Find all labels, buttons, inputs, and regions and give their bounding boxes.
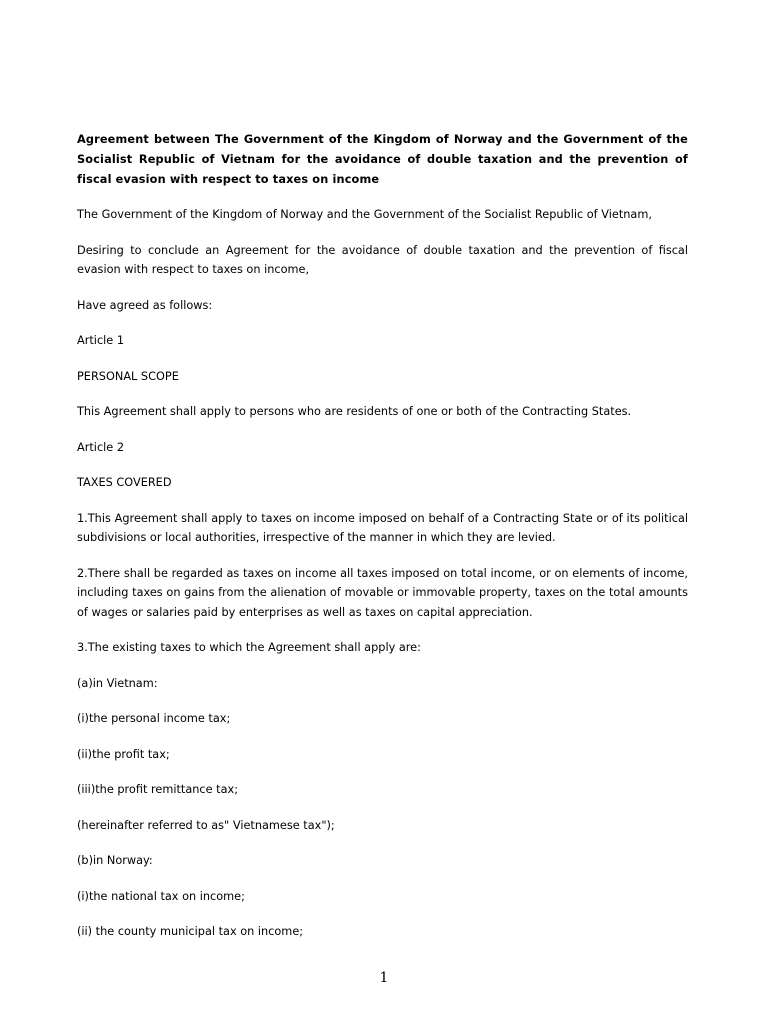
list-item-vn-profit-tax: (ii)the profit tax; <box>77 747 170 761</box>
list-item-vietnam: (a)in Vietnam: <box>77 676 158 690</box>
list-item-no-national-tax: (i)the national tax on income; <box>77 889 245 903</box>
article-2-para-1: 1.This Agreement shall apply to taxes on income imposed on behalf of a Contracting State or of its political subdivisions or local authorities, irrespective of the manner in which they are levied. <box>77 511 688 544</box>
list-item-norway: (b)in Norway: <box>77 854 153 867</box>
article-1-text: This Agreement shall apply to persons who are residents of one or both of the Contracting States. <box>77 405 632 418</box>
article-1-heading: Article 1 <box>77 334 125 347</box>
page-number: 1 <box>379 970 389 986</box>
list-item-vn-profit-remittance-tax: (iii)the profit remittance tax; <box>77 783 239 796</box>
list-item-vn-personal-income-tax: (i)the personal income tax; <box>77 712 231 725</box>
preamble-parties: The Government of the Kingdom of Norway and the Government of the Socialist Republic of Vietnam, <box>77 208 652 221</box>
article-1-title: PERSONAL SCOPE <box>77 369 179 383</box>
list-item-no-county-tax: (ii) the county municipal tax on income; <box>77 925 304 938</box>
list-item-vn-hereinafter: (hereinafter referred to as" Vietnamese tax"); <box>77 818 335 832</box>
preamble-desiring: Desiring to conclude an Agreement for the avoidance of double taxation and the prevention of fiscal evasion with respect to taxes on income, <box>77 243 688 276</box>
document-body <box>77 130 688 958</box>
article-2-title: TAXES COVERED <box>77 476 172 489</box>
article-2-para-2: 2.There shall be regarded as taxes on income all taxes imposed on total income, or on elements of income, including taxes on gains from the alienation of movable or immovable property, taxes on the total amounts of wages or salaries paid by enterprises as well as taxes on capital appreciation. <box>77 566 688 619</box>
article-2-para-3: 3.The existing taxes to which the Agreement shall apply are: <box>77 641 421 654</box>
preamble-agreed: Have agreed as follows: <box>77 298 213 312</box>
article-2-heading: Article 2 <box>77 440 125 454</box>
document-title: Agreement between The Government of the Kingdom of Norway and the Government of the Socialist Republic of Vietnam for the avoidance of double taxation and the prevention of fiscal evasion with respect to taxes on income <box>77 133 688 186</box>
